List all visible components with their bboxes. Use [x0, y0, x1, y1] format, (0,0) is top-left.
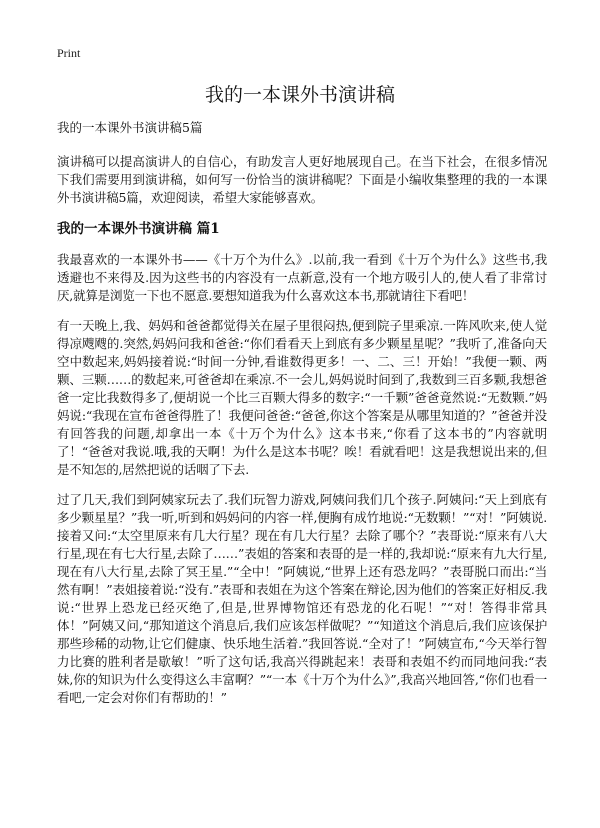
intro-paragraph: 演讲稿可以提高演讲人的自信心，有助发言人更好地展现自己。在当下社会，在很多情况下我们需要用到演讲稿，如何写一份恰当的演讲稿呢？下面是小编收集整理的我的一本课外书演讲稿5篇，欢迎阅读，希望大家能够喜欢。	[57, 154, 547, 205]
print-link[interactable]: Print	[57, 46, 81, 60]
article-body	[57, 120, 547, 719]
section-heading: 我的一本课外书演讲稿 篇1	[57, 221, 220, 237]
body-paragraph-3: 过了几天,我们到阿姨家玩去了.我们玩智力游戏,阿姨问我们几个孩子.阿姨问:“天上到底有多少颗星星？”我一听,听到和妈妈问的内容一样,便胸有成竹地说:“无数颗！”“对！”阿姨说.接着又问:“太空里原来有几大行星？现在有几大行星？去除了哪个？”表哥说:“原来有八大行星,现在有七大行星,去除了……”表姐的答案和表哥的是一样的,我却说:“原来有九大行星,现在有八大行星,去除了冥王星.”“全中！”阿姨说,“世界上还有恐龙吗？”表哥脱口而出:“当然有啊！”表姐接着说:“没有.”表哥和表姐在为这个答案在辩论,因为他们的答案正好相反.我说:“世界上恐龙已经灭绝了,但是,世界博物馆还有恐龙的化石呢！”“对！答得非常具体！”阿姨又问,“那知道这个消息后,我们应该怎样做呢？”“知道这个消息后,我们应该保护那些珍稀的动物,让它们健康、快乐地生活着.”我回答说.“全对了！”阿姨宣布,“今天举行智力比赛的胜利者是歇敏！”听了这句话,我高兴得跳起来！表哥和表姐不约而同地问我:“表妹,你的知识为什么变得这么丰富啊？”“一本《十万个为什么》”,我高兴地回答,“你们也看一看吧,一定会对你们有帮助的！”	[57, 492, 547, 705]
body-paragraph-2: 有一天晚上,我、妈妈和爸爸都觉得关在屋子里很闷热,便到院子里乘凉.一阵风吹来,使人觉得凉飕飕的.突然,妈妈问我和爸爸:“你们看看天上到底有多少颗星星呢？”我听了,准备向天空中数起来,妈妈接着说:“时间一分钟,看谁数得更多！一、二、三！开始！”我便一颗、两颗、三颗……的数起来,可爸爸却在乘凉.不一会儿,妈妈说时间到了,我数到三百多颗,我想爸爸一定比我数得多了,便胡说一个比三百颗大得多的数字:“一千颗”爸爸竟然说:“无数颗.”妈妈说:“我现在宣布爸爸得胜了！我便问爸爸:“爸爸,你这个答案是从哪里知道的？”爸爸并没有回答我的问题,却拿出一本《十万个为什么》这本书来,“你看了这本书的”内容就明了！“爸爸对我说.哦,我的天啊！为什么是这本书呢？唉！看就看吧！这是我想说出来的,但是不知怎的,居然把说的话咽了下去.	[57, 318, 547, 477]
body-paragraph-1: 我最喜欢的一本课外书——《十万个为什么》.以前,我一看到《十万个为什么》这些书,我透避也不来得及.因为这些书的内容没有一点新意,没有一个地方吸引人的,使人看了非常讨厌,就算是浏览一下也不愿意.要想知道我为什么喜欢这本书,那就请往下看吧！	[57, 252, 547, 303]
page-title: 我的一本课外书演讲稿	[204, 84, 395, 106]
article-subtitle: 我的一本课外书演讲稿5篇	[57, 120, 203, 135]
